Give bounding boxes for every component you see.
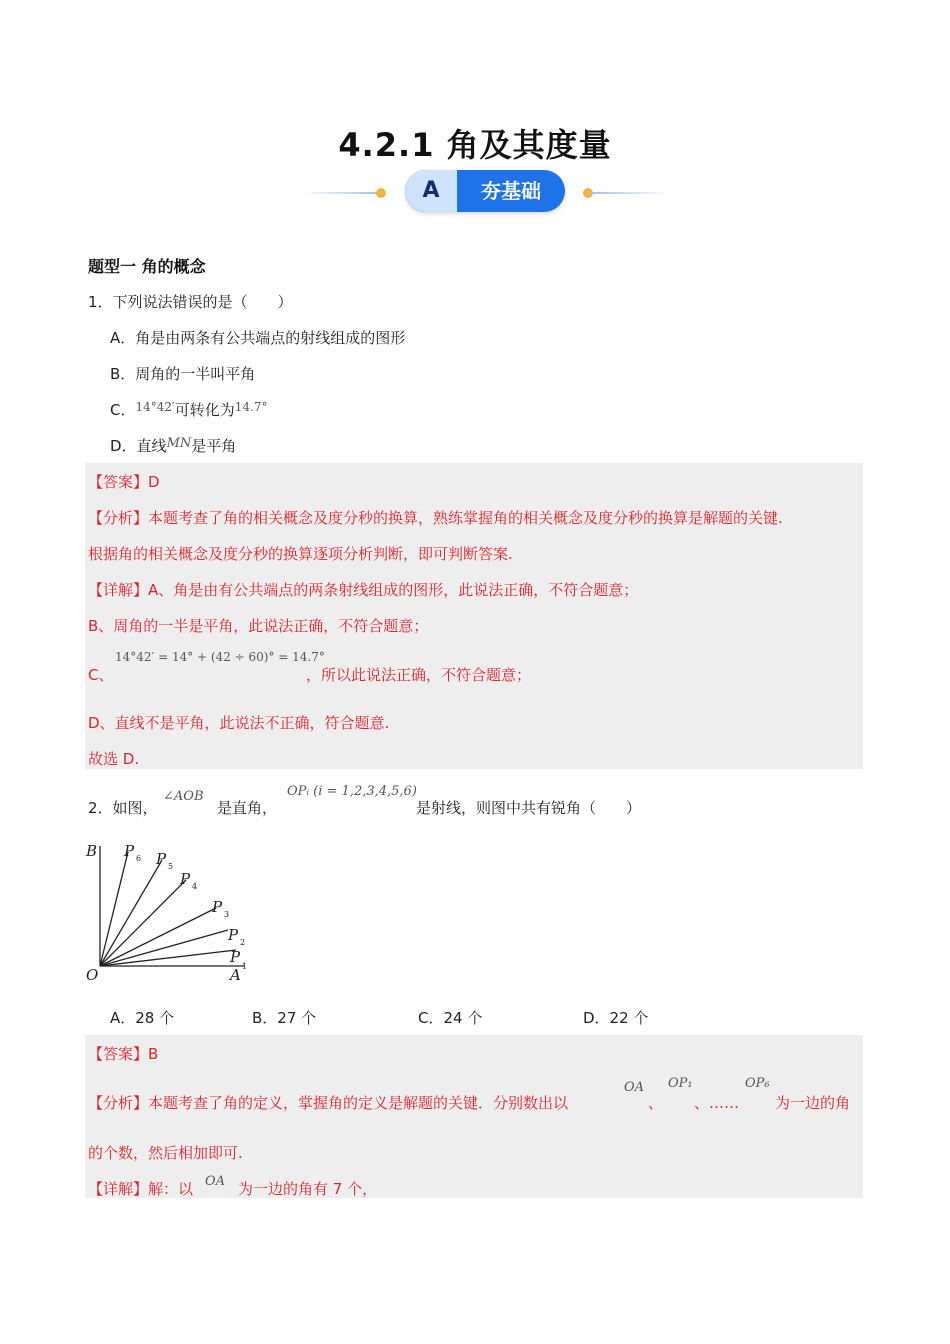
q2-option-b: B．27 个: [252, 1009, 317, 1027]
q2-option-c: C．24 个: [418, 1009, 483, 1027]
level-badge: [405, 170, 565, 212]
q2-analysis-suffix: 为一边的角: [775, 1094, 851, 1112]
q1-option-b: B．周角的一半叫平角: [110, 365, 256, 383]
page-title: 4.2.1 角及其度量: [338, 126, 612, 164]
q1-option-c-math1: 14°42′: [135, 400, 175, 414]
q1-option-a: A．角是由两条有公共端点的射线组成的图形: [110, 329, 406, 347]
q1-option-d-prefix: D．直线: [110, 437, 167, 455]
q1-detail-2: B、周角的一半是平角，此说法正确，不符合题意；: [88, 617, 429, 635]
q2-analysis-2: 的个数，然后相加即可.: [88, 1144, 243, 1162]
q1-analysis-1: 【分析】本题考查了角的相关概念及度分秒的换算，熟练掌握角的相关概念及度分秒的换算是解题的关键.: [88, 509, 783, 527]
label-O: O: [86, 966, 99, 984]
label-P4: P: [180, 870, 191, 888]
q1-detail-3-math: 14°42′ = 14° + (42 ÷ 60)° = 14.7°: [115, 650, 325, 664]
q2-detail-suffix: 为一边的角有 7 个，: [238, 1180, 378, 1198]
q1-detail-4: D、直线不是平角，此说法不正确，符合题意.: [88, 714, 390, 732]
q2-answer: 【答案】B: [88, 1045, 159, 1063]
q2-analysis-sep2: 、……: [694, 1094, 740, 1112]
q2-stem-prefix: 2．如图，: [88, 799, 158, 817]
q2-analysis-math1: OA: [624, 1080, 645, 1095]
badge-text: 夯基础: [481, 179, 541, 203]
q1-stem: 1．下列说法错误的是（ ）: [88, 293, 293, 311]
label-P2-sub: 2: [240, 938, 246, 947]
label-P5: P: [156, 850, 167, 868]
label-P6: P: [124, 842, 135, 860]
badge-left-dot: [376, 188, 386, 198]
label-P1-sub: 1: [242, 962, 248, 971]
q2-detail-math: OA: [205, 1174, 226, 1189]
badge-right-line: [590, 192, 670, 194]
label-A: A: [230, 966, 241, 984]
q1-option-d-math: MN: [166, 436, 192, 451]
ray-OP6: [100, 852, 128, 966]
label-B: B: [86, 842, 98, 860]
q1-detail-3-suffix: ，所以此说法正确，不符合题意；: [306, 666, 532, 684]
q1-option-d-suffix: 是平角: [191, 437, 237, 455]
q1-option-c: [110, 399, 267, 420]
q2-figure: [84, 838, 254, 988]
q2-stem-math2: OPᵢ (i = 1,2,3,4,5,6): [287, 784, 417, 799]
q2-answer-box: [85, 1035, 863, 1198]
q1-detail-5: 故选 D.: [88, 750, 140, 768]
label-P4-sub: 4: [192, 882, 198, 891]
q1-detail-3-prefix: C、: [88, 666, 114, 684]
label-P3: P: [212, 898, 223, 916]
q2-analysis-math2: OP₁: [668, 1076, 693, 1091]
q1-option-d: [110, 435, 236, 456]
section-title: 题型一 角的概念: [88, 257, 206, 276]
q2-detail-prefix: 【详解】解：以: [88, 1180, 194, 1198]
q2-stem-mid: 是直角，: [217, 799, 278, 817]
q2-stem-suffix: 是射线，则图中共有锐角（ ）: [416, 799, 642, 817]
ray-OP1: [100, 950, 236, 966]
q2-analysis-math3: OP₆: [745, 1076, 770, 1091]
q1-answer: 【答案】D: [88, 473, 160, 491]
q1-option-c-math2: 14.7°: [234, 400, 268, 414]
label-P2: P: [228, 926, 239, 944]
q1-detail-1: 【详解】A、角是由有公共端点的两条射线组成的图形，此说法正确，不符合题意；: [88, 581, 639, 599]
q1-option-c-mid: 可转化为: [174, 401, 235, 419]
q1-analysis-2: 根据角的相关概念及度分秒的换算逐项分析判断，即可判断答案.: [88, 545, 513, 563]
badge-left-line: [300, 192, 380, 194]
q2-option-d: D．22 个: [583, 1009, 649, 1027]
label-P1: P: [230, 948, 241, 966]
ray-OP2: [100, 930, 228, 966]
q2-stem-math1: ∠AOB: [163, 789, 204, 804]
badge-letter: A: [405, 170, 457, 212]
q2-analysis-sep1: 、: [648, 1094, 664, 1112]
label-P6-sub: 6: [136, 854, 142, 863]
q2-option-a: A．28 个: [110, 1009, 175, 1027]
label-P5-sub: 5: [168, 862, 174, 871]
q2-analysis-prefix: 【分析】本题考查了角的定义，掌握角的定义是解题的关键．分别数出以: [88, 1094, 569, 1112]
label-P3-sub: 3: [224, 910, 230, 919]
q1-option-c-prefix: C．: [110, 401, 136, 419]
